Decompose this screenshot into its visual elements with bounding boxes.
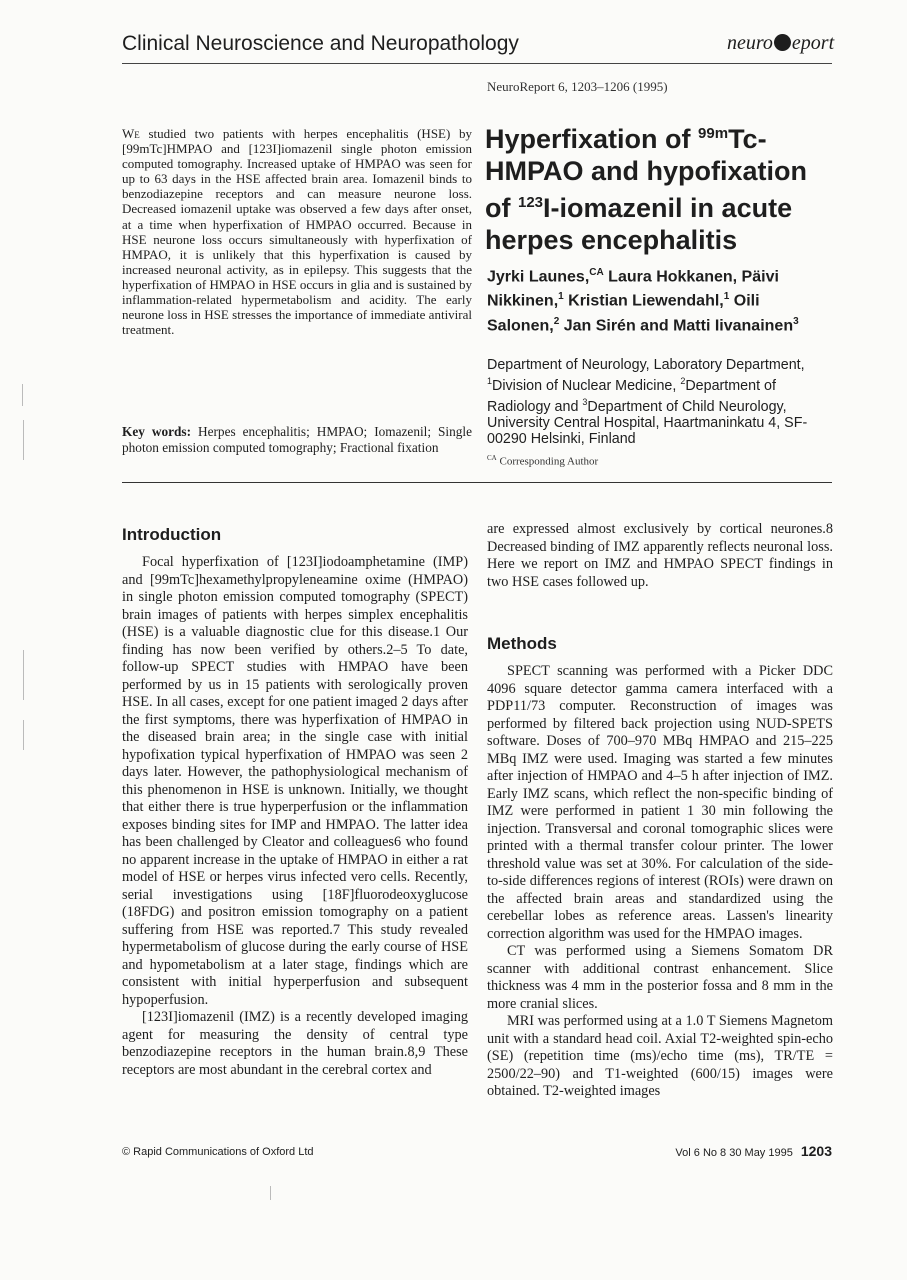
header-rule <box>122 63 832 64</box>
paragraph: [123I]iomazenil (IMZ) is a recently developed imaging agent for measuring the density of central type benzodiazepine receptors in the human brain.8,9 These receptors are most abundant in the cerebral cortex and <box>122 1009 468 1078</box>
introduction-heading: Introduction <box>122 525 222 544</box>
abstract: We studied two patients with herpes encephalitis (HSE) by [99mTc]HMPAO and [123I]iomazenil single photon emission computed tomography. Increased uptake of HMPAO was seen for up to 63 days in the HSE affected brain area. Iomazenil binds to benzodiazepine receptors and can measure neurone loss. Decreased iomazenil uptake was observed a few days after onset, at a time when hyperfixation of HMPAO occurred. Because in HSE neurone loss occurs simultaneously with hyperfixation of HMPAO, it is unlikely that this hyperfixation is caused by increased neuronal activity, as in epilepsy. This suggests that the hyperfixation of HMPAO in HSE occurs in glia and is sustained by inflammation-related hypermetabolism and acidity. The early neurone loss in HSE stresses the importance of immediate antiviral treatment. <box>122 126 472 338</box>
logo-mark-icon <box>774 34 791 51</box>
paragraph: Focal hyperfixation of [123I]iodoamphetamine (IMP) and [99mTc]hexamethylpropyleneamine oxime (HMPAO) in single photon emission computed tomography (SPECT) brain images of patients with herpes simplex encephalitis (HSE) is a valuable diagnostic clue for this disease.1 Our finding has now been verified by others.2–5 To date, follow-up SPECT studies with HMPAO have been performed by us in 15 patients with serologically proven HSE. In all cases, except for one patient imaged 2 days after the first symptoms, there was hyperfixation of HMPAO in the diseased brain area; in the single case with initial hypofixation typical hyperfixation of HMPAO was seen 2 days later. However, the pathophysiological mechanism of this phenomenon in HSE is unknown. Initially, we thought that either there is true hyperperfusion or the inflammation exposes binding sites for IMP and HMPAO. The latter idea has been challenged by Cleator and colleagues6 who found no apparent increase in the uptake of HMPAO in either a rat model of HSE or herpes virus infected vero cells. Recently, serial investigations using [18F]fluorodeoxyglucose (18FDG) and positron emission tomography on a patient suffering from HSE was reported.7 This study revealed hypermetabolism of glucose during the early course of HSE and hypometabolism at a later stage, findings which are consistent with initial hyperperfusion and subsequent hypoperfusion. <box>122 554 468 1008</box>
scan-mark <box>270 1186 271 1200</box>
methods-column <box>487 663 833 1101</box>
scan-mark <box>23 720 24 750</box>
copyright-notice: © Rapid Communications of Oxford Ltd <box>122 1146 314 1158</box>
issue-info: Vol 6 No 8 30 May 1995 1203 <box>675 1143 832 1159</box>
page-number: 1203 <box>800 1143 832 1159</box>
introduction-left-column <box>122 554 468 1079</box>
paragraph: are expressed almost exclusively by cortical neurones.8 Decreased binding of IMZ apparently reflects neuronal loss. Here we report on IMZ and HMPAO SPECT findings in two HSE cases followed up. <box>487 521 833 590</box>
affiliations: Department of Neurology, Laboratory Department, $^1$Division of Nuclear Medicine, $^2$Department of Radiology and $^3$Department of Child Neurology, University Central Hospital, Haartmaninkatu 4, SF-00290 Helsinki, Finland <box>487 357 808 448</box>
paragraph: CT was performed using a Siemens Somatom DR scanner with additional contrast enhancement. Slice thickness was 4 mm in the posterior fossa and 8 mm in the more cranial slices. <box>487 943 833 1012</box>
keywords <box>122 424 472 455</box>
section-rule <box>122 482 832 483</box>
journal-name: Clinical Neuroscience and Neuropathology <box>122 32 519 55</box>
methods-heading: Methods <box>487 634 557 653</box>
corresponding-author-note: $^{CA}$ Corresponding Author <box>487 454 599 468</box>
paragraph: SPECT scanning was performed with a Picker DDC 4096 square detector gamma camera interfaced with a PDP11/73 computer. Reconstruction of images was performed by filtered back projection using NUD-SPETS software. Doses of 700–970 MBq HMPAO and 215–225 MBq IMZ were used. Imaging was started a few minutes after injection of HMPAO and 4–5 h after injection of IMZ. Early IMZ scans, which reflect the non-specific binding of IMZ were performed in patient 1 30 min following the injection. Transversal and coronal tomographic slices were printed with a thermal transfer colour printer. The lower threshold value was set at 30%. For calculation of the side-to-side differences regions of interest (ROIs) were drawn on the affected brain areas and standardized using the cerebellar lobes as reference areas. Lassen's linearity correction algorithm was used for the HMPAO images. <box>487 663 833 942</box>
scan-mark <box>23 420 24 460</box>
author-list: Jyrki Launes,$^{CA}$ Laura Hokkanen, Päivi Nikkinen,$^1$ Kristian Liewendahl,$^1$ Oili Salonen,$^2$ Jan Sirén and Matti Iivanainen$^3$ <box>487 267 799 334</box>
introduction-right-column <box>487 521 833 591</box>
journal-logo: neuro eport <box>727 32 835 54</box>
paragraph: MRI was performed using at a 1.0 T Siemens Magnetom unit with a standard head coil. Axial T2-weighted spin-echo (SE) (repetition time (ms)/echo time (ms), TR/TE = 2500/22–90) and T1-weighted (600/15) images were obtained. T2-weighted images <box>487 1013 833 1099</box>
keywords-text: Herpes encephalitis; HMPAO; Iomazenil; Single photon emission computed tomography; Fractional fixation <box>122 424 473 455</box>
scan-mark <box>22 384 23 406</box>
article-title: Hyperfixation of $^{99m}$Tc-HMPAO and hypofixation of $^{123}$I-iomazenil in acute herpes encephalitis <box>485 124 807 255</box>
keywords-label: Key words: <box>122 424 192 439</box>
article-citation: NeuroReport 6, 1203–1206 (1995) <box>487 79 668 94</box>
scan-mark <box>23 650 24 700</box>
